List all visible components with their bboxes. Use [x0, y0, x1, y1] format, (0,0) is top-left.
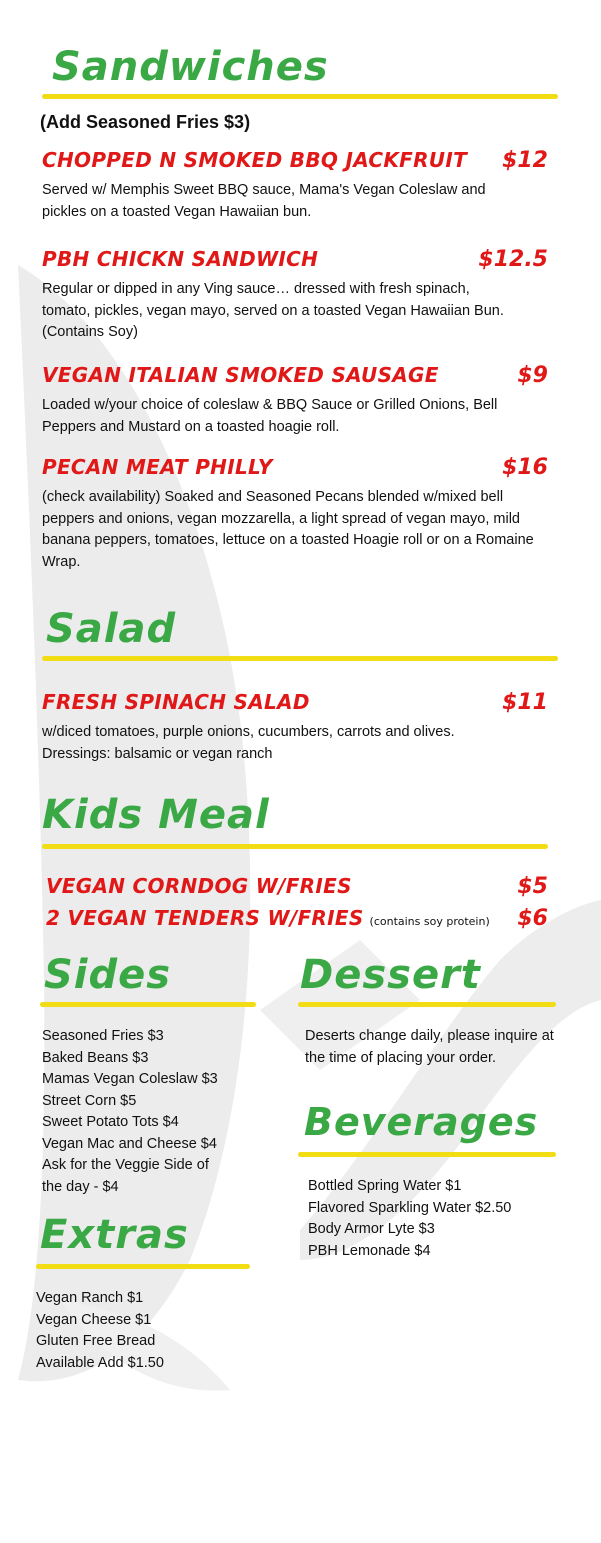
list-item: Body Armor Lyte $3 — [308, 1221, 435, 1237]
list-item: Flavored Sparkling Water $2.50 — [308, 1199, 512, 1216]
list-item: PBH Lemonade $4 — [308, 1242, 431, 1259]
extras-list — [36, 1288, 256, 1374]
extras-rule — [36, 1264, 250, 1269]
salad-rule — [42, 656, 558, 661]
item-name — [46, 874, 352, 898]
kids-meal-heading: Kids Meal — [42, 792, 270, 838]
sides-list — [42, 1026, 262, 1198]
item-name: VEGAN ITALIAN SMOKED SAUSAGE — [42, 363, 439, 387]
beverages-rule — [298, 1152, 556, 1157]
item-description: Served w/ Memphis Sweet BBQ sauce, Mama's Vegan Coleslaw and pickles on a toasted Vegan Hawaiian bun. — [42, 182, 486, 220]
soy-protein-note: (contains soy protein) — [369, 915, 490, 928]
item-name — [46, 906, 490, 930]
item-description: (check availability) Soaked and Seasoned Pecans blended w/mixed bell peppers and onions, vegan mozzarella, a light spread of vegan mayo, mild banana peppers, tomatoes, lettuce on a toasted Hoagie roll or on a Romaine Wrap. — [42, 489, 534, 570]
list-item: Bottled Spring Water $1 — [308, 1178, 462, 1194]
beverages-list — [308, 1176, 568, 1262]
sandwiches-rule — [42, 94, 558, 99]
list-item: Ask for the Veggie Side of — [42, 1157, 209, 1173]
item-price: $16 — [502, 455, 548, 480]
dessert-description: Deserts change daily, please inquire at the time of placing your order. — [305, 1028, 554, 1066]
fries-note: (Add Seasoned Fries $3) — [40, 112, 251, 132]
salad-heading: Salad — [46, 606, 177, 652]
item-price: $12.5 — [478, 247, 548, 272]
beverages-heading: Beverages — [304, 1100, 539, 1144]
item-price: $6 — [517, 906, 548, 931]
list-item: Available Add $1.50 — [36, 1354, 164, 1371]
list-item: Baked Beans $3 — [42, 1049, 149, 1066]
item-price: $9 — [517, 363, 548, 388]
list-item: Seasoned Fries $3 — [42, 1028, 164, 1044]
item-price: $5 — [517, 874, 548, 899]
sides-heading: Sides — [44, 952, 172, 998]
item-name: CHOPPED N SMOKED BBQ JACKFRUIT — [42, 148, 468, 172]
sandwiches-heading: Sandwiches — [52, 44, 329, 90]
item-price: $12 — [502, 148, 548, 173]
dessert-heading: Dessert — [300, 952, 481, 998]
list-item: Vegan Cheese $1 — [36, 1311, 152, 1328]
list-item: Street Corn $5 — [42, 1092, 137, 1109]
item-description: w/diced tomatoes, purple onions, cucumbers, carrots and olives. Dressings: balsamic or vegan ranch — [42, 724, 455, 762]
list-item: Mamas Vegan Coleslaw $3 — [42, 1071, 218, 1087]
item-name: PECAN MEAT PHILLY — [42, 455, 273, 479]
dessert-rule — [298, 1002, 556, 1007]
list-item: Vegan Ranch $1 — [36, 1290, 144, 1306]
list-item: Vegan Mac and Cheese $4 — [42, 1135, 217, 1152]
item-name: PBH CHICKN SANDWICH — [42, 247, 319, 271]
sides-rule — [40, 1002, 256, 1007]
extras-heading: Extras — [40, 1212, 189, 1258]
kids-item-name: 2 VEGAN TENDERS W/FRIES — [46, 906, 364, 930]
item-price: $11 — [502, 690, 548, 715]
item-description: Loaded w/your choice of coleslaw & BBQ Sauce or Grilled Onions, Bell Peppers and Mustard on a toasted hoagie roll. — [42, 397, 498, 435]
kids-meal-rule — [42, 844, 548, 849]
item-description: Regular or dipped in any Ving sauce… dressed with fresh spinach, tomato, pickles, vegan mayo, served on a toasted Vegan Hawaiian Bun. (Contains Soy) — [42, 281, 504, 340]
kids-item-name: VEGAN CORNDOG W/FRIES — [46, 874, 352, 898]
list-item: Sweet Potato Tots $4 — [42, 1114, 179, 1130]
list-item: Gluten Free Bread — [36, 1333, 156, 1349]
list-item: the day - $4 — [42, 1178, 119, 1195]
item-name: FRESH SPINACH SALAD — [42, 690, 310, 714]
